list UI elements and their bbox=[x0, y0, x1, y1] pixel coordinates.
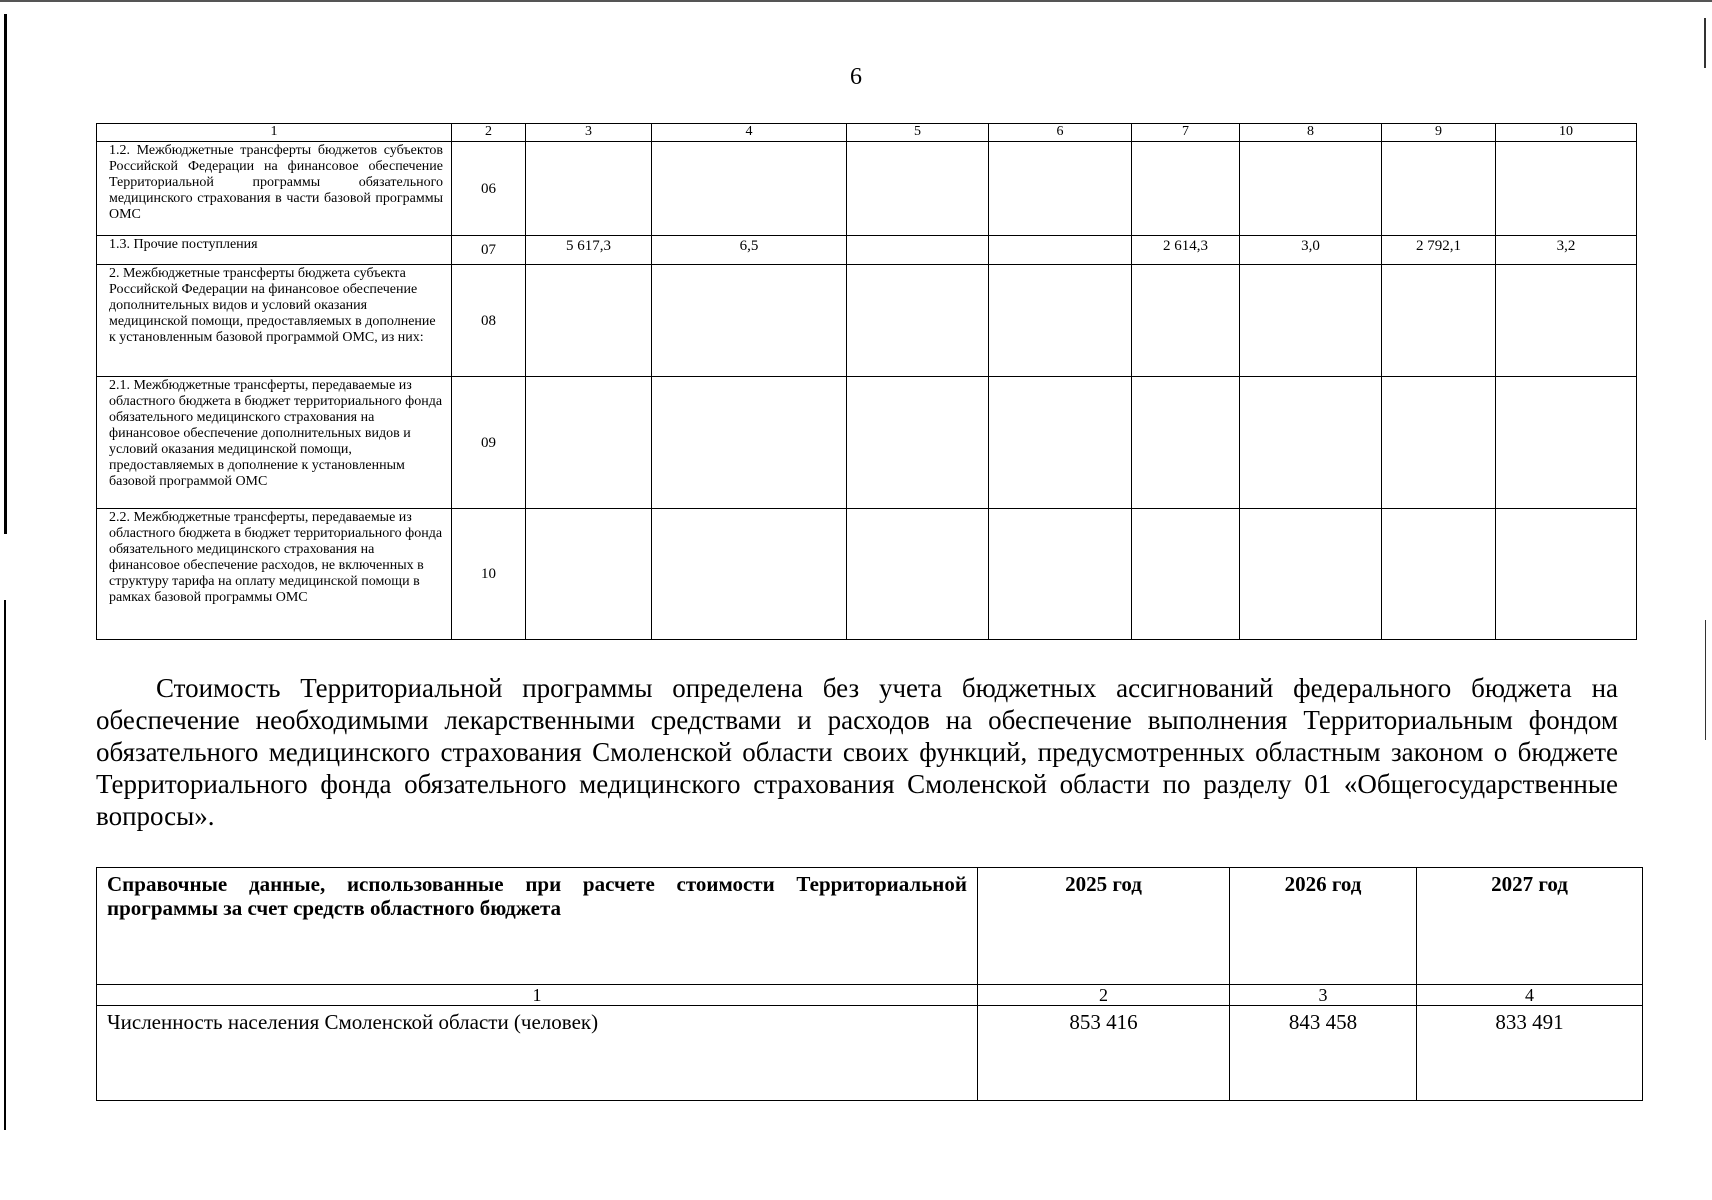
row-label: 1.3. Прочие поступления bbox=[97, 236, 452, 265]
table-row bbox=[97, 1006, 1643, 1101]
cell-value bbox=[1240, 142, 1382, 236]
cell-value bbox=[526, 377, 652, 509]
row-label: 2.1. Межбюджетные трансферты, передаваемые из областного бюджета в бюджет территориального фонда обязательного медицинского страхования на финансовое обеспечение дополнительных видов и условий оказания медицинской помощи, предоставляемых в дополнение к установленным базовой программой ОМС bbox=[97, 377, 452, 509]
cell-value bbox=[847, 236, 989, 265]
page-number: 6 bbox=[850, 64, 862, 90]
cell-value bbox=[1240, 377, 1382, 509]
population-label: Численность населения Смоленской области (человек) bbox=[97, 1006, 978, 1101]
scan-margin-line bbox=[4, 600, 6, 1130]
col-number: 3 bbox=[526, 124, 652, 142]
cell-value bbox=[1496, 265, 1637, 377]
col-number: 4 bbox=[1417, 985, 1643, 1006]
cell-value bbox=[1240, 265, 1382, 377]
cell-value bbox=[847, 142, 989, 236]
financing-table bbox=[96, 123, 1637, 640]
year-header: 2027 год bbox=[1417, 868, 1643, 985]
cell-value bbox=[1382, 509, 1496, 640]
scan-edge-mark bbox=[1704, 18, 1706, 68]
cell-value bbox=[847, 377, 989, 509]
year-header: 2025 год bbox=[978, 868, 1230, 985]
row-label: 2.2. Межбюджетные трансферты, передаваемые из областного бюджета в бюджет территориального фонда обязательного медицинского страхования на финансовое обеспечение расходов, не включенных в структуру тарифа на оплату медицинской помощи в рамках базовой программы ОМС bbox=[97, 509, 452, 640]
cell-value bbox=[652, 265, 847, 377]
cell-value: 3,0 bbox=[1240, 236, 1382, 265]
cell-value bbox=[652, 142, 847, 236]
cell-value: 5 617,3 bbox=[526, 236, 652, 265]
col-number: 3 bbox=[1230, 985, 1417, 1006]
cell-value bbox=[1496, 377, 1637, 509]
cell-value bbox=[1132, 265, 1240, 377]
cell-value bbox=[1496, 142, 1637, 236]
cell-value bbox=[1496, 509, 1637, 640]
col-number: 10 bbox=[1496, 124, 1637, 142]
col-number: 6 bbox=[989, 124, 1132, 142]
col-number: 2 bbox=[452, 124, 526, 142]
cell-value bbox=[526, 265, 652, 377]
row-code: 09 bbox=[452, 377, 526, 509]
col-number: 2 bbox=[978, 985, 1230, 1006]
column-number-row bbox=[97, 124, 1637, 142]
year-header: 2026 год bbox=[1230, 868, 1417, 985]
cell-value: 2 792,1 bbox=[1382, 236, 1496, 265]
table-row bbox=[97, 142, 1637, 236]
col-number: 1 bbox=[97, 124, 452, 142]
table-row bbox=[97, 377, 1637, 509]
cell-value bbox=[1382, 265, 1496, 377]
cell-value bbox=[989, 265, 1132, 377]
cell-value bbox=[1240, 509, 1382, 640]
cell-value bbox=[1382, 377, 1496, 509]
reference-header: Справочные данные, использованные при расчете стоимости Территориальной программы за счет средств областного бюджета bbox=[97, 868, 978, 985]
cell-value bbox=[1132, 142, 1240, 236]
cell-value bbox=[989, 377, 1132, 509]
cell-value: 2 614,3 bbox=[1132, 236, 1240, 265]
col-number: 1 bbox=[97, 985, 978, 1006]
cell-value bbox=[652, 377, 847, 509]
scan-margin-line bbox=[4, 14, 7, 534]
table-row bbox=[97, 265, 1637, 377]
header-row bbox=[97, 868, 1643, 985]
table-row bbox=[97, 236, 1637, 265]
scan-top-edge bbox=[0, 0, 1712, 2]
row-label: 2. Межбюджетные трансферты бюджета субъекта Российской Федерации на финансовое обеспечение дополнительных видов и условий оказания медицинской помощи, предоставляемых в дополнение к установленным базовой программой ОМС, из них: bbox=[97, 265, 452, 377]
col-number: 4 bbox=[652, 124, 847, 142]
col-number: 7 bbox=[1132, 124, 1240, 142]
cell-value bbox=[989, 236, 1132, 265]
reference-data-table bbox=[96, 867, 1643, 1101]
cell-value bbox=[1132, 509, 1240, 640]
row-code: 06 bbox=[452, 142, 526, 236]
cell-value bbox=[847, 509, 989, 640]
cell-value bbox=[526, 142, 652, 236]
col-number: 9 bbox=[1382, 124, 1496, 142]
cell-value bbox=[989, 142, 1132, 236]
cell-value bbox=[652, 509, 847, 640]
col-number: 8 bbox=[1240, 124, 1382, 142]
row-code: 10 bbox=[452, 509, 526, 640]
row-code: 07 bbox=[452, 236, 526, 265]
population-value: 853 416 bbox=[978, 1006, 1230, 1101]
population-value: 833 491 bbox=[1417, 1006, 1643, 1101]
cell-value: 3,2 bbox=[1496, 236, 1637, 265]
cell-value bbox=[1132, 377, 1240, 509]
cell-value: 6,5 bbox=[652, 236, 847, 265]
col-number: 5 bbox=[847, 124, 989, 142]
cell-value bbox=[847, 265, 989, 377]
cell-value bbox=[526, 509, 652, 640]
cost-paragraph: Стоимость Территориальной программы определена без учета бюджетных ассигнований федерального бюджета на обеспечение необходимыми лекарственными средствами и расходов на обеспечение выполнения Территориальным фондом обязательного медицинского страхования Смоленской области своих функций, предусмотренных областным законом о бюджете Территориального фонда обязательного медицинского страхования Смоленской области по разделу 01 «Общегосударственные вопросы». bbox=[96, 673, 1618, 831]
cell-value bbox=[1382, 142, 1496, 236]
cell-value bbox=[989, 509, 1132, 640]
scan-edge-mark bbox=[1705, 620, 1706, 740]
table-row bbox=[97, 509, 1637, 640]
row-code: 08 bbox=[452, 265, 526, 377]
population-value: 843 458 bbox=[1230, 1006, 1417, 1101]
column-number-row bbox=[97, 985, 1643, 1006]
row-label: 1.2. Межбюджетные трансферты бюджетов субъектов Российской Федерации на финансовое обеспечение Территориальной программы обязательного медицинского страхования в части базовой программы ОМС bbox=[97, 142, 452, 236]
